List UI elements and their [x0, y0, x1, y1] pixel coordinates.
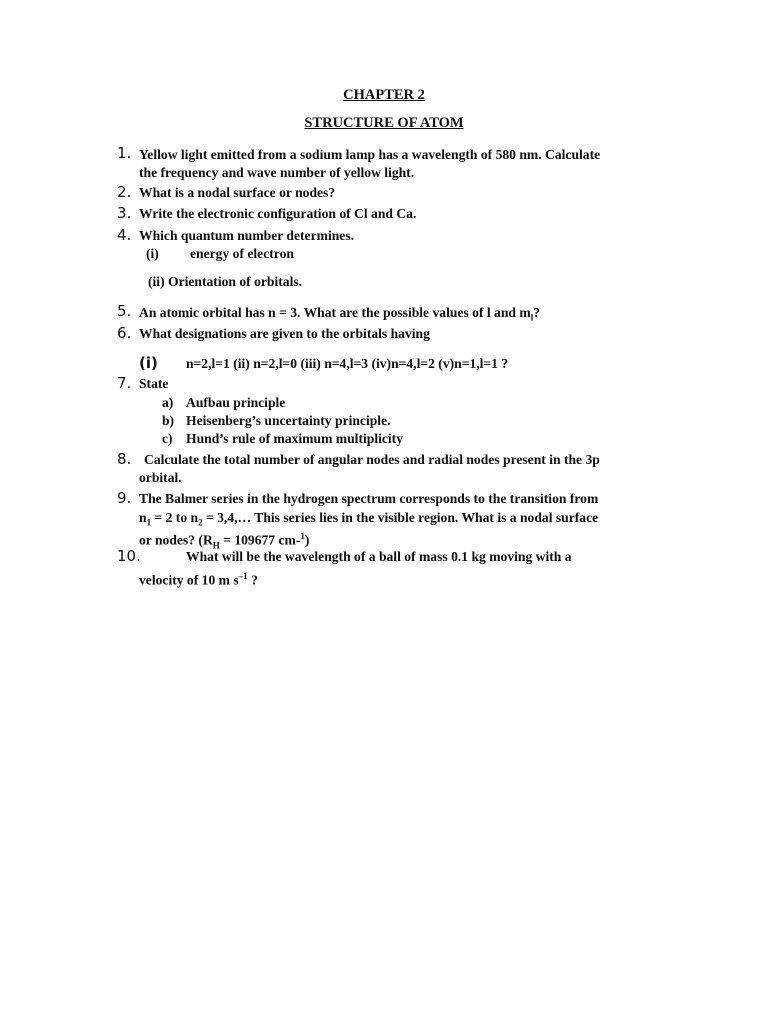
question-7-item-a-text: Aufbau principle [186, 395, 286, 410]
question-number-9: 9. [117, 489, 132, 507]
question-5-text-end: ? [533, 305, 540, 320]
question-number-3: 3. [117, 204, 132, 222]
question-7-item-b-marker: b) [162, 413, 175, 428]
question-7-item-b-text: Heisenberg’s uncertainty principle. [186, 413, 391, 428]
question-4-text: Which quantum number determines. [139, 228, 355, 243]
question-9-line-1: The Balmer series in the hydrogen spectrum corresponds to the transition from [139, 491, 599, 506]
question-6-sub-text: n=2,l=1 (ii) n=2,l=0 (iii) n=4,l=3 (iv)n=4,l=2 (v)n=1,l=1 ? [186, 356, 509, 371]
chapter-title: CHAPTER 2 [343, 87, 425, 103]
question-3-text: Write the electronic configuration of Cl and Ca. [139, 206, 417, 221]
question-7-text: State [139, 376, 169, 391]
question-number-1: 1. [117, 144, 132, 162]
question-1-line-2: the frequency and wave number of yellow light. [139, 165, 415, 180]
question-number-5: 5. [117, 302, 132, 320]
question-5-text-main: An atomic orbital has n = 3. What are the possible values of l and m [139, 305, 531, 320]
question-2-text: What is a nodal surface or nodes? [139, 185, 336, 200]
question-6-sub-marker: (i) [139, 354, 158, 372]
question-number-6: 6. [117, 324, 132, 342]
question-6-text: What designations are given to the orbitals having [139, 326, 430, 341]
question-4-sub-1-marker: (i) [146, 246, 159, 261]
question-5-text [139, 304, 540, 327]
question-number-2: 2. [117, 183, 132, 201]
question-8-line-1: Calculate the total number of angular nodes and radial nodes present in the 3p [144, 452, 600, 467]
question-10-line-1: What will be the wavelength of a ball of mass 0.1 kg moving with a [186, 549, 572, 564]
question-9-line-3: or nodes? ($R_H = 109677$ cm-$^1$) [139, 531, 310, 551]
question-5-subscript: l [530, 312, 534, 323]
question-number-4: 4. [117, 226, 132, 244]
question-7-item-a-marker: a) [162, 395, 174, 410]
question-7-item-c-marker: c) [162, 431, 173, 446]
question-number-10: 10. [117, 547, 141, 565]
question-1-line-1: Yellow light emitted from a sodium lamp has a wavelength of 580 nm. Calculate [139, 147, 601, 162]
question-number-8: 8. [117, 450, 132, 468]
question-4-sub-1-text: energy of electron [190, 246, 294, 261]
question-9-line-2: $n_1 = 2$ to $n_2$ = 3,4,… This series lies in the visible region. What is a nodal surface [139, 510, 599, 528]
chapter-subtitle: STRUCTURE OF ATOM [304, 115, 464, 131]
question-4-sub-2: (ii) Orientation of orbitals. [148, 274, 303, 289]
question-10-line-2: velocity of 10 m $s^{-1}$ ? [139, 571, 258, 588]
question-number-7: 7. [117, 374, 132, 392]
question-7-item-c-text: Hund’s rule of maximum multiplicity [186, 431, 404, 446]
question-8-line-2: orbital. [139, 470, 182, 485]
